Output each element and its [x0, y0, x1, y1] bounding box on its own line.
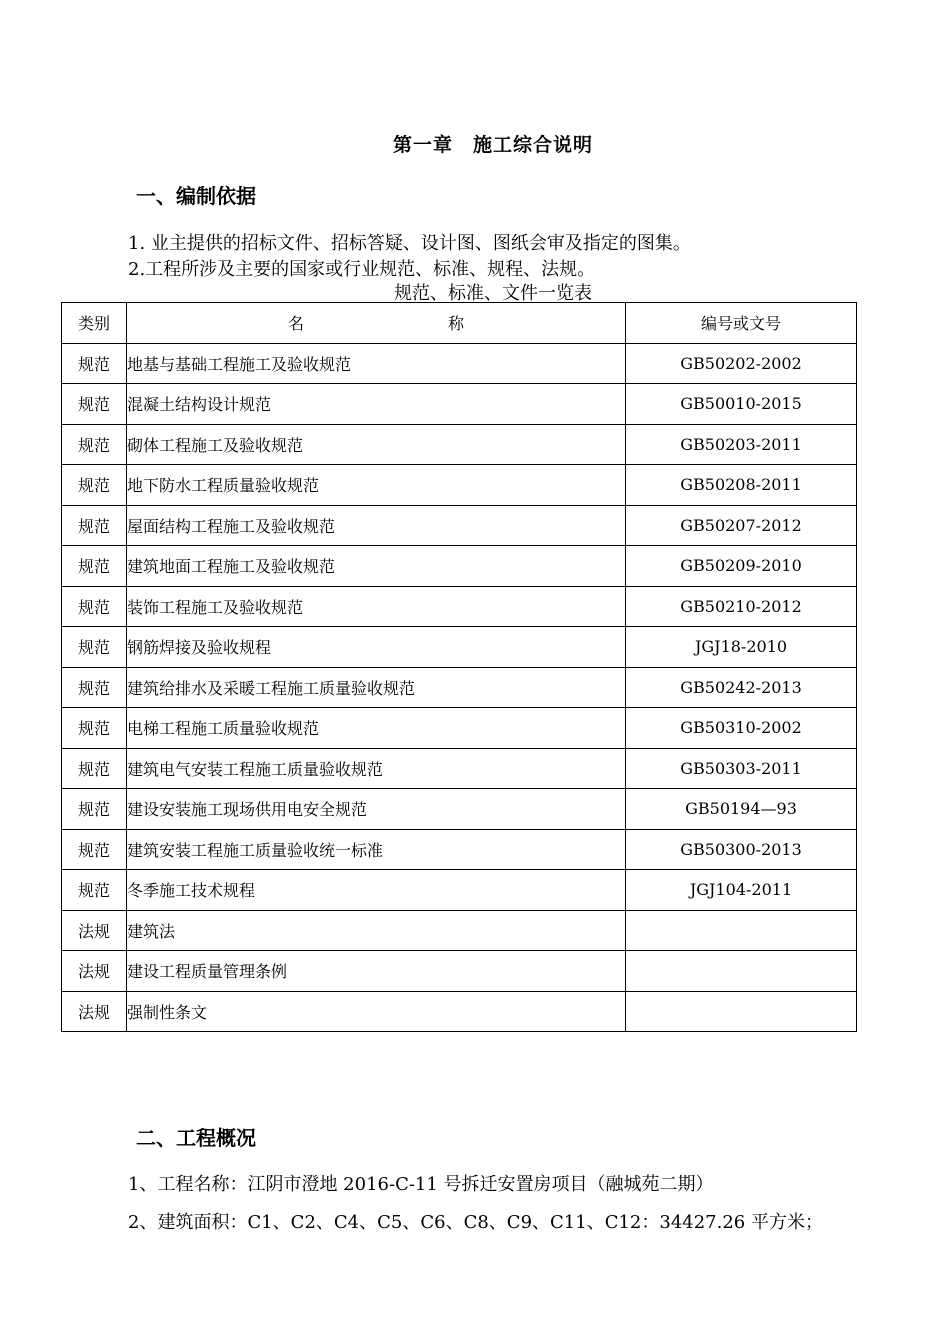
table-row — [62, 951, 857, 992]
table-row — [62, 708, 857, 749]
table-row — [62, 748, 857, 789]
row-code: GB50208-2011 — [626, 465, 857, 506]
row-code: GB50303-2011 — [626, 748, 857, 789]
chapter-title: 第一章 施工综合说明 — [392, 134, 593, 156]
row-category: 规范 — [62, 829, 127, 870]
row-name: 建设工程质量管理条例 — [127, 951, 626, 992]
row-code: GB50194—93 — [626, 789, 857, 830]
row-category: 规范 — [62, 546, 127, 587]
row-name: 电梯工程施工质量验收规范 — [127, 708, 626, 749]
row-name: 建筑法 — [127, 910, 626, 951]
row-code: GB50203-2011 — [626, 424, 857, 465]
table-row — [62, 424, 857, 465]
row-code — [626, 991, 857, 1032]
table-row — [62, 991, 857, 1032]
table-row — [62, 910, 857, 951]
table-row — [62, 546, 857, 587]
header-code: 编号或文号 — [626, 303, 857, 344]
table-row — [62, 667, 857, 708]
row-name: 砌体工程施工及验收规范 — [127, 424, 626, 465]
row-code: GB50209-2010 — [626, 546, 857, 587]
row-name: 建筑安装工程施工质量验收统一标准 — [127, 829, 626, 870]
row-code: GB50010-2015 — [626, 384, 857, 425]
row-category: 规范 — [62, 586, 127, 627]
row-category: 规范 — [62, 343, 127, 384]
section-heading-basis: 一、编制依据 — [136, 184, 256, 208]
row-name: 装饰工程施工及验收规范 — [127, 586, 626, 627]
row-category: 规范 — [62, 748, 127, 789]
row-name: 建筑给排水及采暖工程施工质量验收规范 — [127, 667, 626, 708]
row-name: 强制性条文 — [127, 991, 626, 1032]
table-row — [62, 505, 857, 546]
section-heading-overview: 二、工程概况 — [136, 1126, 256, 1150]
row-category: 规范 — [62, 667, 127, 708]
row-code: GB50207-2012 — [626, 505, 857, 546]
header-name: 名 称 — [127, 303, 626, 344]
row-category: 法规 — [62, 951, 127, 992]
row-name: 冬季施工技术规程 — [127, 870, 626, 911]
table-row — [62, 586, 857, 627]
table-row — [62, 465, 857, 506]
table-row — [62, 789, 857, 830]
row-category: 规范 — [62, 384, 127, 425]
row-category: 规范 — [62, 870, 127, 911]
table-row — [62, 343, 857, 384]
row-name: 地基与基础工程施工及验收规范 — [127, 343, 626, 384]
row-category: 规范 — [62, 627, 127, 668]
row-name: 地下防水工程质量验收规范 — [127, 465, 626, 506]
table-row — [62, 384, 857, 425]
row-category: 规范 — [62, 708, 127, 749]
row-category: 法规 — [62, 991, 127, 1032]
table-row — [62, 870, 857, 911]
row-category: 规范 — [62, 789, 127, 830]
overview-item-2: 2、建筑面积：C1、C2、C4、C5、C6、C8、C9、C11、C12：34427.26 平方米； — [128, 1212, 823, 1233]
row-code: GB50300-2013 — [626, 829, 857, 870]
row-code: JGJ104-2011 — [626, 870, 857, 911]
overview-item-1: 1、工程名称：江阴市澄地 2016-C-11 号拆迁安置房项目（融城苑二期） — [128, 1174, 714, 1195]
row-code: GB50242-2013 — [626, 667, 857, 708]
row-code — [626, 910, 857, 951]
row-category: 规范 — [62, 424, 127, 465]
row-code: GB50210-2012 — [626, 586, 857, 627]
row-code: GB50202-2002 — [626, 343, 857, 384]
row-name: 建设安装施工现场供用电安全规范 — [127, 789, 626, 830]
header-category: 类别 — [62, 303, 127, 344]
table-row — [62, 829, 857, 870]
basis-item-2: 2.工程所涉及主要的国家或行业规范、标准、规程、法规。 — [128, 259, 596, 280]
table-caption: 规范、标准、文件一览表 — [394, 283, 592, 304]
row-name: 建筑地面工程施工及验收规范 — [127, 546, 626, 587]
row-name: 钢筋焊接及验收规程 — [127, 627, 626, 668]
row-name: 混凝土结构设计规范 — [127, 384, 626, 425]
row-code: GB50310-2002 — [626, 708, 857, 749]
basis-item-1: 1. 业主提供的招标文件、招标答疑、设计图、图纸会审及指定的图集。 — [128, 233, 691, 254]
table-row — [62, 627, 857, 668]
row-category: 规范 — [62, 465, 127, 506]
row-code: JGJ18-2010 — [626, 627, 857, 668]
row-code — [626, 951, 857, 992]
row-name: 建筑电气安装工程施工质量验收规范 — [127, 748, 626, 789]
row-category: 法规 — [62, 910, 127, 951]
row-category: 规范 — [62, 505, 127, 546]
standards-table — [61, 302, 857, 1032]
row-name: 屋面结构工程施工及验收规范 — [127, 505, 626, 546]
table-header-row — [62, 303, 857, 344]
